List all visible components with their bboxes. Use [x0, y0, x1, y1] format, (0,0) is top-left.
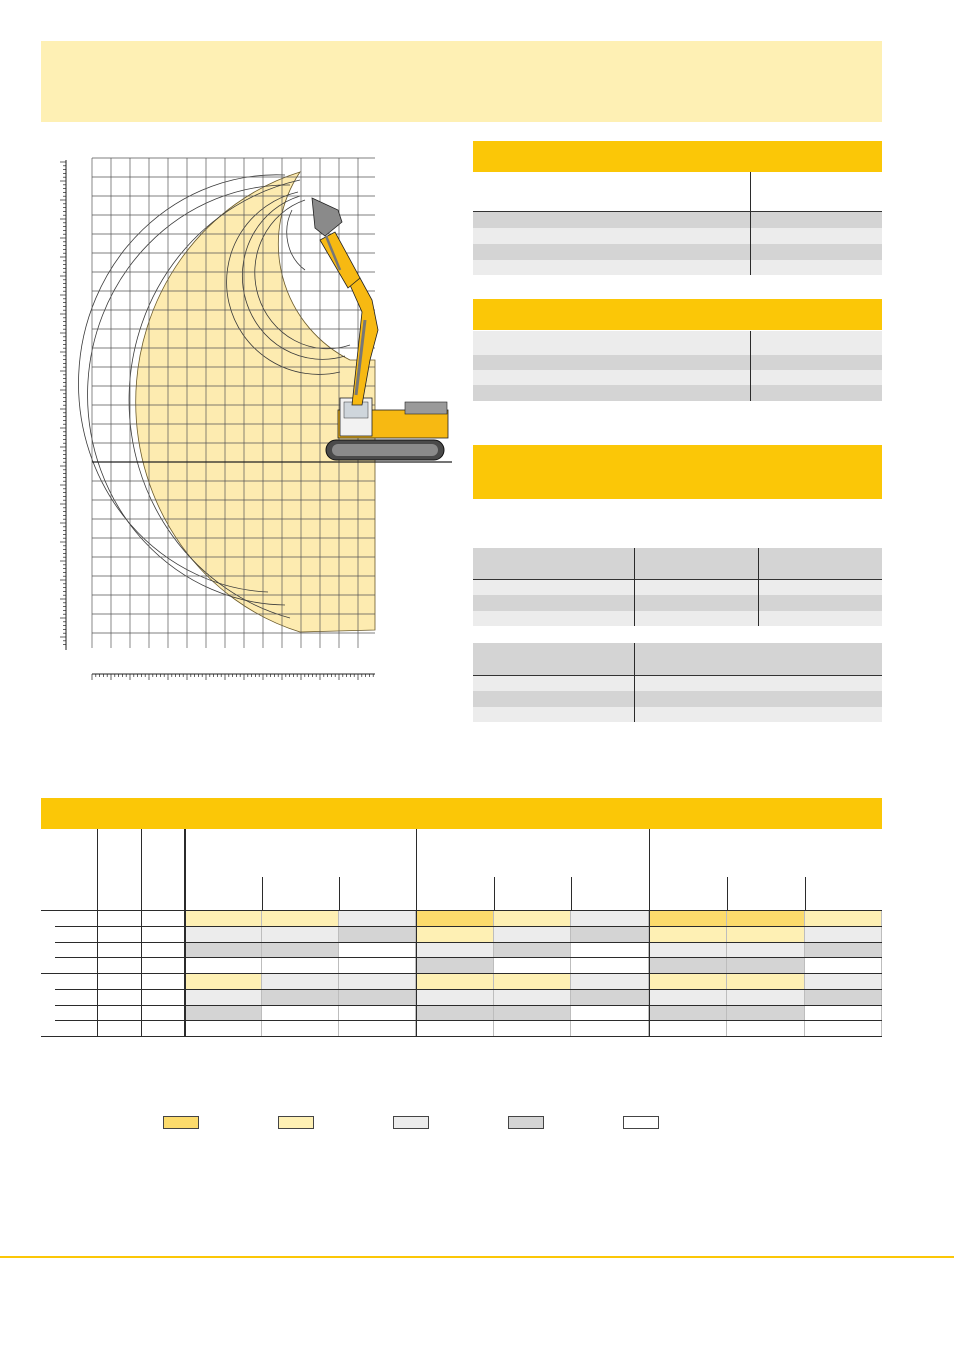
- matrix-cell: [649, 910, 727, 926]
- legend-swatch-cream: [278, 1116, 314, 1129]
- matrix-cell: [805, 957, 882, 973]
- matrix-cell: [494, 973, 571, 989]
- matrix-cell: [571, 1005, 649, 1021]
- matrix-cell: [416, 973, 494, 989]
- matrix-cell: [262, 926, 339, 942]
- matrix-cell: [339, 973, 416, 989]
- matrix-cell: [416, 957, 494, 973]
- matrix-cell: [262, 1020, 339, 1036]
- matrix-row-rule: [55, 942, 882, 943]
- footer-rule: [0, 1256, 954, 1258]
- matrix-cell: [262, 973, 339, 989]
- matrix-cell: [649, 1005, 727, 1021]
- matrix-col-rule: [141, 829, 142, 1036]
- matrix-cell: [494, 926, 571, 942]
- matrix-cell: [416, 910, 494, 926]
- matrix-cell: [416, 926, 494, 942]
- matrix-cell: [649, 973, 727, 989]
- matrix-cell: [805, 989, 882, 1005]
- matrix-cell: [571, 973, 649, 989]
- matrix-cell: [571, 957, 649, 973]
- matrix-cell: [649, 1020, 727, 1036]
- matrix-cell: [185, 957, 262, 973]
- matrix-cell: [805, 1020, 882, 1036]
- matrix-cell: [649, 989, 727, 1005]
- matrix-col-rule-bold: [184, 829, 186, 1036]
- matrix-cell: [727, 1020, 805, 1036]
- matrix-cell: [339, 942, 416, 958]
- matrix-cell: [571, 942, 649, 958]
- matrix-cell: [494, 942, 571, 958]
- matrix-subcol-rule: [571, 877, 572, 910]
- matrix-subcol-rule: [339, 877, 340, 910]
- matrix-cell: [805, 942, 882, 958]
- matrix-cell: [185, 926, 262, 942]
- matrix-cell: [185, 1020, 262, 1036]
- matrix-cell: [339, 1020, 416, 1036]
- matrix-cell: [339, 926, 416, 942]
- matrix-cell: [262, 942, 339, 958]
- matrix-cell: [262, 989, 339, 1005]
- legend-swatch-gold: [163, 1116, 199, 1129]
- matrix-cell: [339, 989, 416, 1005]
- matrix-cell: [185, 942, 262, 958]
- legend-swatch-light: [393, 1116, 429, 1129]
- matrix-cell: [571, 910, 649, 926]
- matrix-subcol-rule: [727, 877, 728, 910]
- matrix-subcol-rule: [805, 877, 806, 910]
- matrix-subcol-rule: [494, 877, 495, 910]
- matrix-cell: [416, 989, 494, 1005]
- matrix-cell: [494, 989, 571, 1005]
- matrix-cell: [727, 926, 805, 942]
- matrix-cell: [185, 989, 262, 1005]
- matrix-cell: [185, 973, 262, 989]
- matrix-row-rule: [41, 973, 882, 974]
- matrix-cell: [339, 957, 416, 973]
- matrix-cell: [805, 1005, 882, 1021]
- matrix-row-rule: [41, 1036, 882, 1037]
- matrix-cell: [339, 1005, 416, 1021]
- matrix-cell: [727, 942, 805, 958]
- matrix-cell: [416, 942, 494, 958]
- matrix-row-rule: [55, 989, 882, 990]
- matrix-cell: [185, 910, 262, 926]
- matrix-cell: [805, 973, 882, 989]
- matrix-cell: [494, 957, 571, 973]
- matrix-cell: [262, 1005, 339, 1021]
- matrix-cell: [649, 942, 727, 958]
- matrix-row-rule: [41, 910, 882, 911]
- matrix-group-rule: [649, 829, 650, 1036]
- matrix-cell: [649, 926, 727, 942]
- matrix-cell: [262, 957, 339, 973]
- matrix-cell: [649, 957, 727, 973]
- matrix-cell: [571, 989, 649, 1005]
- matrix-cell: [262, 910, 339, 926]
- matrix-cell: [416, 1005, 494, 1021]
- matrix-cell: [727, 910, 805, 926]
- matrix-cell: [185, 1005, 262, 1021]
- legend-swatch-mid: [508, 1116, 544, 1129]
- matrix-cell: [727, 989, 805, 1005]
- matrix-row-rule: [55, 957, 882, 958]
- matrix-cell: [494, 1005, 571, 1021]
- matrix-cell: [805, 926, 882, 942]
- matrix-row-rule: [55, 1005, 882, 1006]
- matrix-row-rule: [55, 1020, 882, 1021]
- matrix-cell: [494, 910, 571, 926]
- matrix-cell: [494, 1020, 571, 1036]
- matrix-cell: [805, 910, 882, 926]
- matrix-cell: [727, 973, 805, 989]
- matrix-cell: [727, 957, 805, 973]
- matrix-col-rule: [97, 829, 98, 1036]
- matrix-subcol-rule: [262, 877, 263, 910]
- matrix-group-rule: [416, 829, 417, 1036]
- matrix-row-rule: [55, 926, 882, 927]
- legend-swatch-white: [623, 1116, 659, 1129]
- matrix-cell: [339, 910, 416, 926]
- matrix-cell: [571, 1020, 649, 1036]
- matrix-cell: [727, 1005, 805, 1021]
- matrix-cell: [571, 926, 649, 942]
- matrix-cell: [416, 1020, 494, 1036]
